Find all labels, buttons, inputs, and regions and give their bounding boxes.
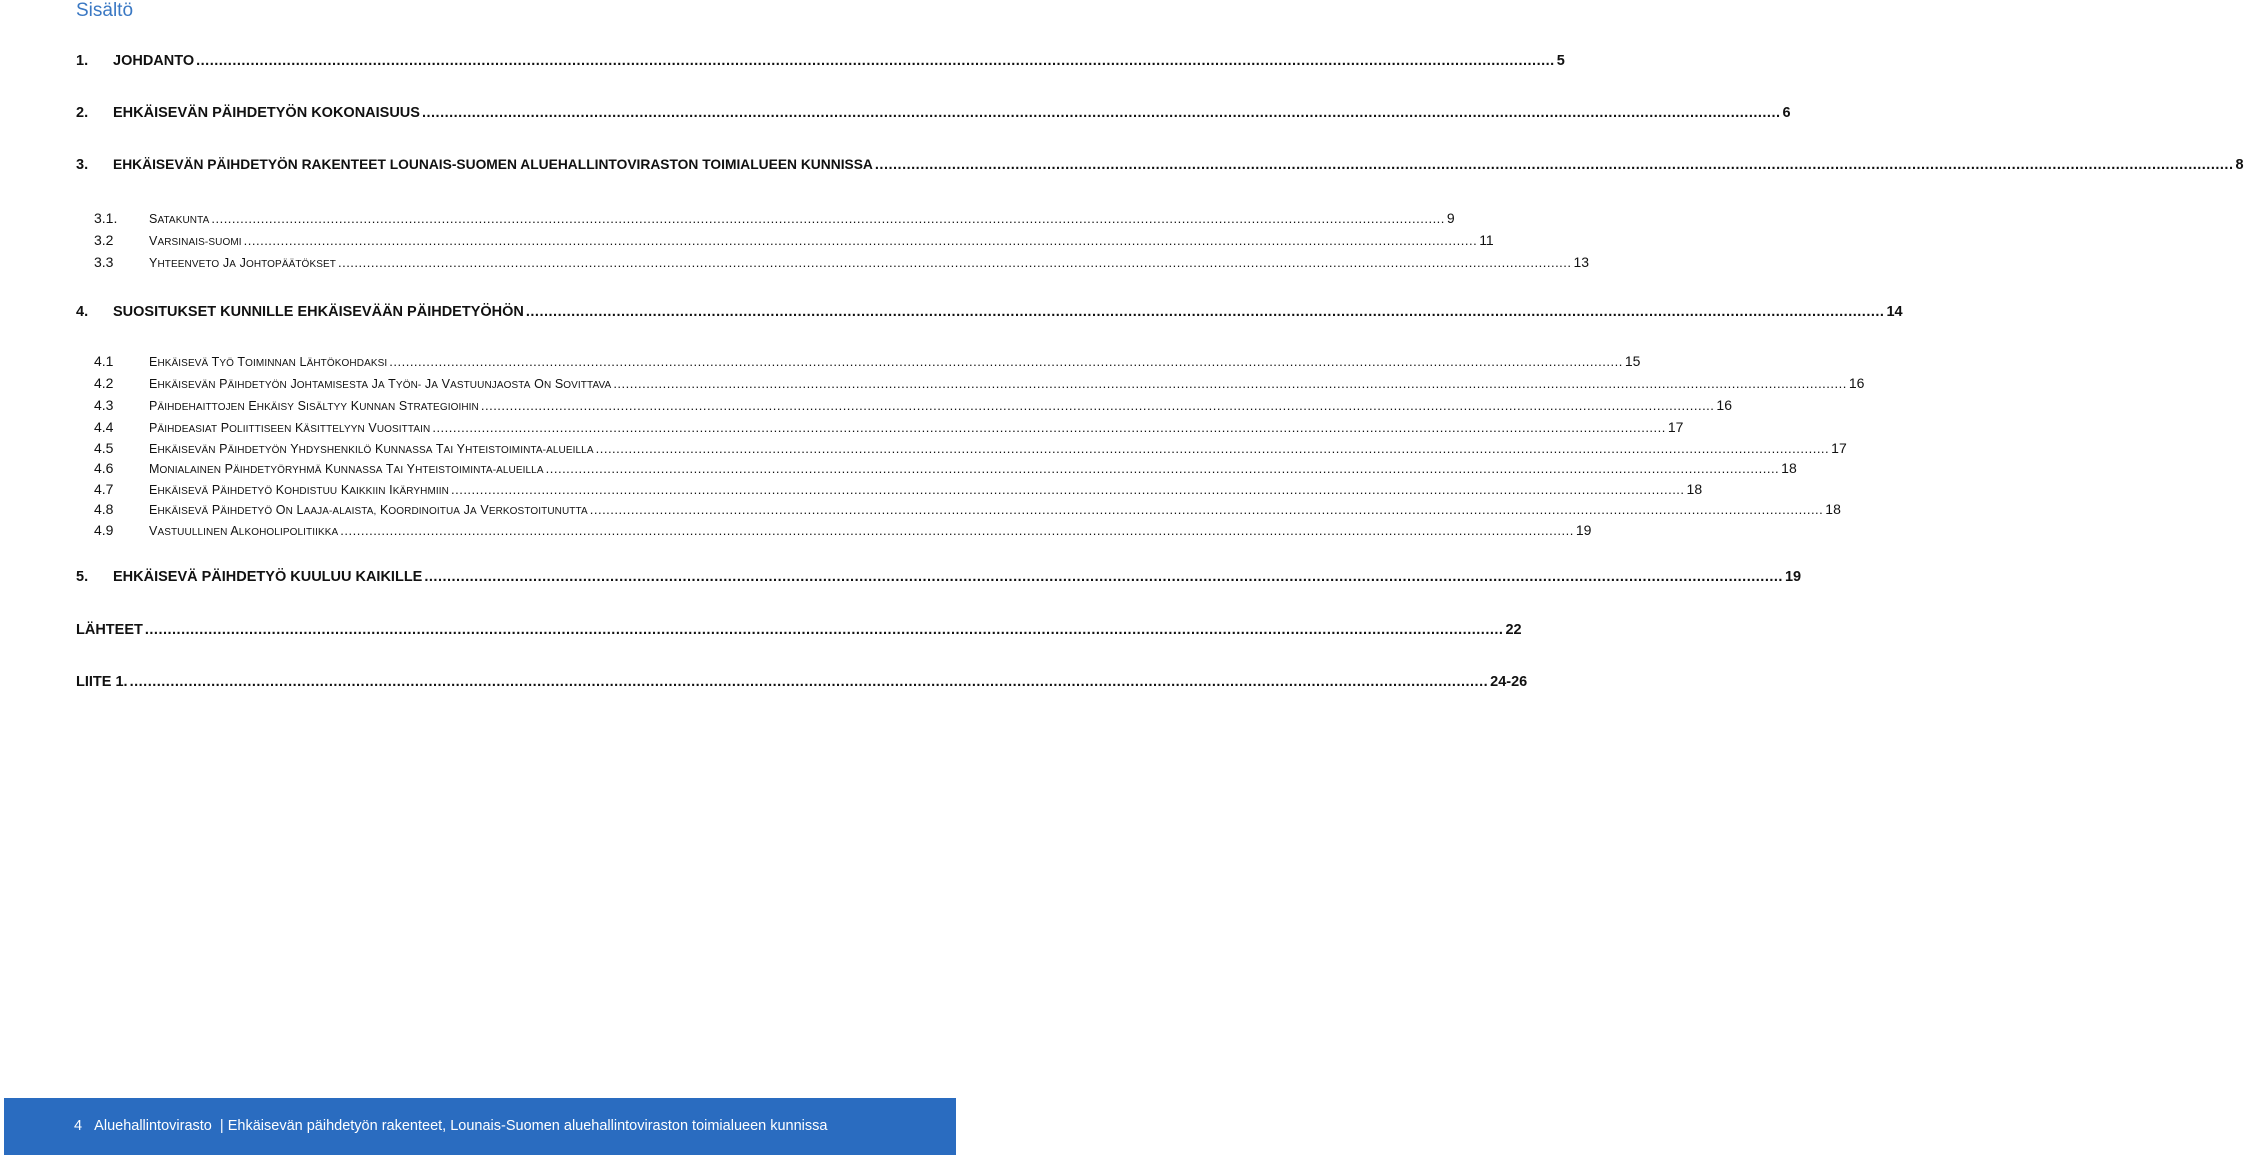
toc-entry-number: 4. — [76, 304, 89, 320]
toc-entry-page: 19 — [1575, 522, 1592, 538]
toc-entry-title: EHKÄISEVÄN PÄIHDETYÖN JOHTAMISESTA JA TYÖN- JA VASTUUNJAOSTA ON SOVITTAVA — [149, 377, 612, 391]
toc-entry-number: 4.3 — [94, 397, 114, 413]
toc-entry-title: EHKÄISEVÄ PÄIHDETYÖ KUULUU KAIKILLE — [113, 569, 423, 585]
toc-leader-dots: ............................................................................................................................................................................................................................................................................................................ — [421, 105, 1781, 121]
toc-entry-page: 18 — [1686, 481, 1703, 497]
toc-leader-dots: ............................................................................................................................................................................................................................................................................................................ — [340, 523, 1574, 538]
toc-entry-page: 13 — [1573, 254, 1590, 270]
toc-leader-dots: ............................................................................................................................................................................................................................................................................................................ — [595, 441, 1830, 456]
toc-heading: Sisältö — [76, 0, 134, 21]
toc-entry-page: 14 — [1886, 304, 1903, 320]
toc-leader-dots: ............................................................................................................................................................................................................................................................................................................ — [589, 502, 1824, 517]
toc-entry-title: LÄHTEET — [76, 622, 143, 638]
toc-entry-title: EHKÄISEVÄN PÄIHDETYÖN KOKONAISUUS — [113, 105, 420, 121]
toc-leader-dots: ............................................................................................................................................................................................................................................................................................................ — [243, 233, 1478, 248]
toc-entry-number: 2. — [76, 105, 89, 121]
toc-entry-number: 4.2 — [94, 375, 114, 391]
toc-entry-page: 6 — [1782, 105, 1791, 121]
toc-entry-lahteet[interactable] — [76, 622, 1522, 638]
toc-entry-page: 16 — [1716, 397, 1732, 413]
toc-entry-title: SATAKUNTA — [149, 212, 210, 226]
toc-entry-page: 5 — [1556, 53, 1565, 69]
toc-leader-dots: ............................................................................................................................................................................................................................................................................................................ — [144, 622, 1504, 638]
footer-page-number: 4 — [74, 1118, 83, 1134]
toc-entry-title: VASTUULLINEN ALKOHOLIPOLITIIKKA — [149, 524, 339, 538]
toc-entry-page: 18 — [1781, 460, 1797, 476]
toc-entry-4-5[interactable] — [94, 440, 1847, 456]
toc-entry-number: 3.1. — [94, 210, 118, 226]
toc-leader-dots: ............................................................................................................................................................................................................................................................................................................ — [525, 304, 1885, 320]
toc-entry-4-1[interactable] — [94, 353, 1641, 369]
toc-entry-4-6[interactable] — [94, 460, 1797, 476]
toc-entry-page: 22 — [1505, 622, 1522, 638]
toc-entry-3[interactable] — [76, 157, 2244, 173]
toc-leader-dots: ............................................................................................................................................................................................................................................................................................................ — [337, 255, 1572, 270]
toc-entry-title: MONIALAINEN PÄIHDETYÖRYHMÄ KUNNASSA TAI YHTEISTOIMINTA-ALUEILLA — [149, 462, 544, 476]
toc-entry-4-9[interactable] — [94, 522, 1592, 538]
toc-entry-number: 4.6 — [94, 460, 114, 476]
toc-entry-3-2[interactable] — [94, 232, 1494, 248]
toc-entry-4-2[interactable] — [94, 375, 1865, 391]
toc-entry-liite[interactable] — [76, 674, 1528, 690]
footer-separator: | — [219, 1118, 224, 1134]
toc-entry-number: 3. — [76, 157, 89, 173]
toc-entry-title: SUOSITUKSET KUNNILLE EHKÄISEVÄÄN PÄIHDETYÖHÖN — [113, 304, 524, 320]
toc-entry-4-8[interactable] — [94, 501, 1841, 517]
toc-entry-page: 15 — [1624, 353, 1641, 369]
toc-entry-title: EHKÄISEVÄN PÄIHDETYÖN RAKENTEET LOUNAIS-SUOMEN ALUEHALLINTOVIRASTON TOIMIALUEEN KUNNISSA — [113, 157, 873, 172]
toc-entry-5[interactable] — [76, 569, 1802, 585]
toc-entry-number: 4.1 — [94, 353, 114, 369]
toc-entry-1[interactable] — [76, 53, 1565, 69]
toc-entry-2[interactable] — [76, 105, 1791, 121]
toc-entry-title: EHKÄISEVÄN PÄIHDETYÖN YHDYSHENKILÖ KUNNASSA TAI YHTEISTOIMINTA-ALUEILLA — [149, 442, 594, 456]
toc-entry-page: 11 — [1479, 232, 1494, 248]
toc-entry-4[interactable] — [76, 304, 1903, 320]
toc-entry-title: JOHDANTO — [113, 53, 195, 69]
toc-entry-title: VARSINAIS-SUOMI — [149, 234, 242, 248]
toc-entry-page: 8 — [2235, 157, 2244, 173]
toc-entry-page: 16 — [1848, 375, 1865, 391]
toc-leader-dots: ............................................................................................................................................................................................................................................................................................................ — [424, 569, 1783, 585]
toc-entry-number: 5. — [76, 569, 89, 585]
toc-entry-number: 4.5 — [94, 440, 114, 456]
toc-leader-dots: ............................................................................................................................................................................................................................................................................................................ — [613, 376, 1847, 391]
toc-entry-title: LIITE 1. — [76, 674, 128, 690]
toc-entry-number: 4.9 — [94, 522, 114, 538]
toc-entry-title: EHKÄISEVÄ TYÖ TOIMINNAN LÄHTÖKOHDAKSI — [149, 355, 388, 369]
toc-entry-title: YHTEENVETO JA JOHTOPÄÄTÖKSET — [149, 256, 336, 270]
toc-leader-dots: ............................................................................................................................................................................................................................................................................................................ — [196, 53, 1555, 69]
toc-entry-number: 1. — [76, 53, 89, 69]
toc-entry-page: 17 — [1667, 419, 1684, 435]
toc-entry-title: EHKÄISEVÄ PÄIHDETYÖ ON LAAJA-ALAISTA, KOORDINOITUA JA VERKOSTOITUNUTTA — [149, 503, 588, 517]
toc-entry-number: 4.8 — [94, 501, 114, 517]
footer-text — [74, 1118, 827, 1134]
toc-entry-3-3[interactable] — [94, 254, 1590, 270]
toc-entry-4-7[interactable] — [94, 481, 1703, 497]
toc-entry-number: 4.7 — [94, 481, 114, 497]
toc-leader-dots: ............................................................................................................................................................................................................................................................................................................ — [450, 482, 1685, 497]
toc-leader-dots: ............................................................................................................................................................................................................................................................................................................ — [129, 674, 1489, 690]
toc-leader-dots: ............................................................................................................................................................................................................................................................................................................ — [211, 211, 1445, 226]
toc-entry-number: 3.3 — [94, 254, 114, 270]
footer-organization: Aluehallintovirasto — [94, 1118, 212, 1134]
toc-entry-title: EHKÄISEVÄ PÄIHDETYÖ KOHDISTUU KAIKKIIN IKÄRYHMIIN — [149, 483, 449, 497]
toc-entry-page: 9 — [1446, 210, 1455, 226]
footer-document-title: Ehkäisevän päihdetyön rakenteet, Lounais-Suomen aluehallintoviraston toimialueen kunnissa — [227, 1118, 828, 1134]
toc-entry-number: 4.4 — [94, 419, 114, 435]
toc-leader-dots: ............................................................................................................................................................................................................................................................................................................ — [545, 461, 1780, 476]
toc-entry-page: 18 — [1825, 501, 1841, 517]
toc-leader-dots: ............................................................................................................................................................................................................................................................................................................ — [389, 354, 1623, 369]
toc-entry-4-3[interactable] — [94, 397, 1732, 413]
toc-entry-4-4[interactable] — [94, 419, 1684, 435]
toc-entry-page: 19 — [1784, 569, 1802, 585]
toc-leader-dots: ............................................................................................................................................................................................................................................................................................................ — [874, 157, 2234, 173]
toc-entry-title: PÄIHDEHAITTOJEN EHKÄISY SISÄLTYY KUNNAN STRATEGIOIHIN — [149, 399, 479, 413]
toc-entry-number: 3.2 — [94, 232, 114, 248]
toc-entry-page: 17 — [1831, 440, 1847, 456]
toc-leader-dots: ............................................................................................................................................................................................................................................................................................................ — [432, 420, 1666, 435]
toc-entry-page: 24-26 — [1490, 674, 1528, 690]
toc-entry-3-1[interactable] — [94, 210, 1455, 226]
toc-entry-title: PÄIHDEASIAT POLIITTISEEN KÄSITTELYYN VUOSITTAIN — [149, 421, 431, 435]
toc-leader-dots: ............................................................................................................................................................................................................................................................................................................ — [480, 398, 1715, 413]
